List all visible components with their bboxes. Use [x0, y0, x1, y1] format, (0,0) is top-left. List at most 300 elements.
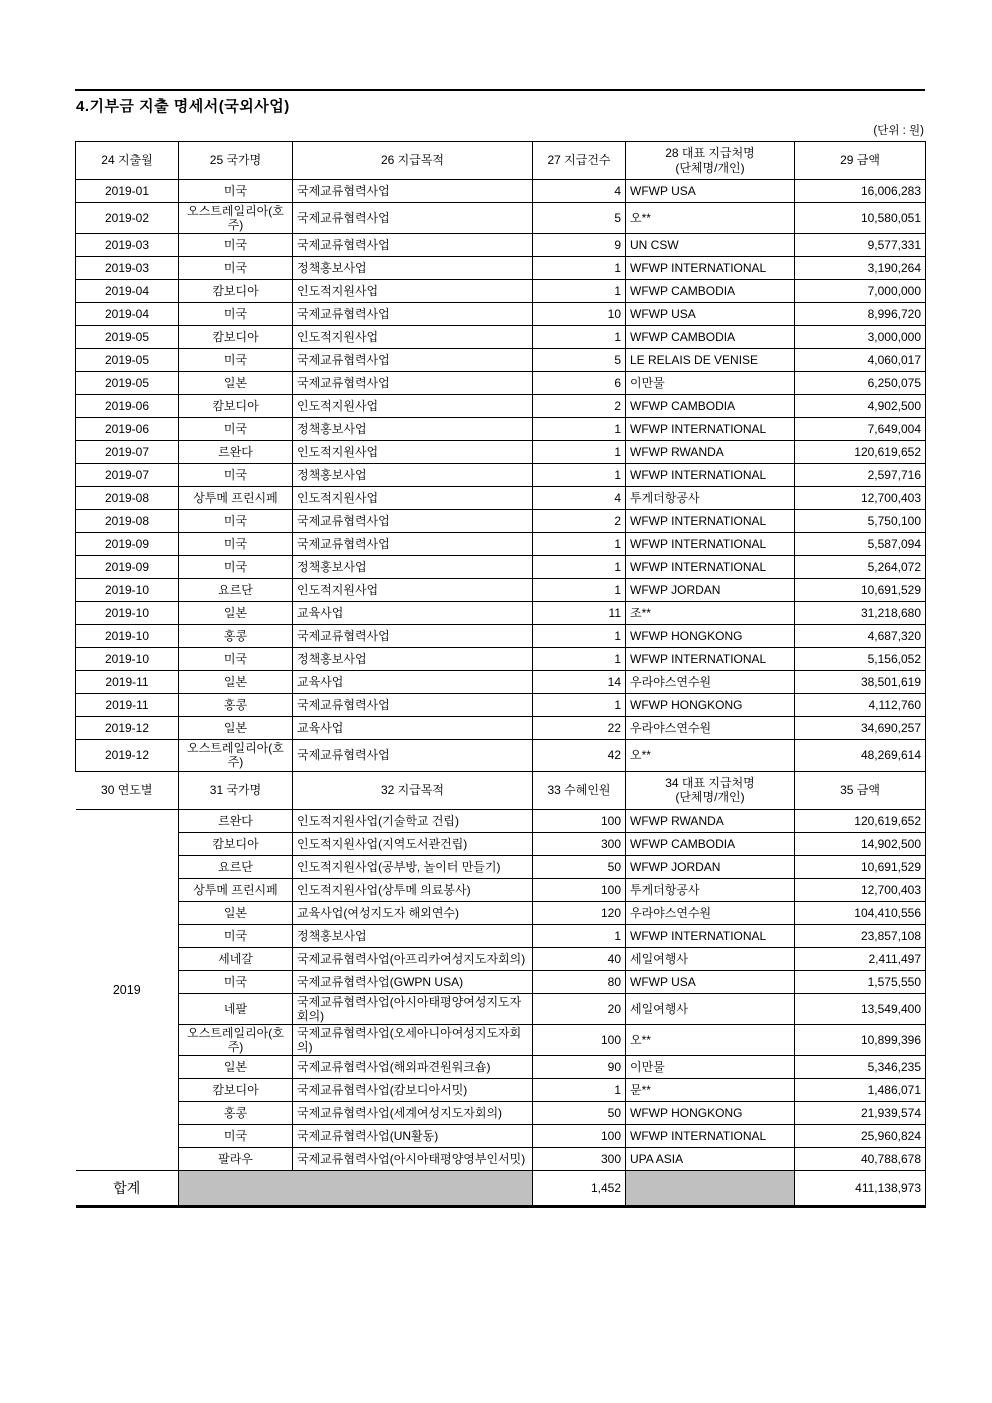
yearly-purpose-cell: 국제교류협력사업(아프리카여성지도자회의) [293, 947, 533, 970]
yearly-purpose-cell: 국제교류협력사업(세계여성지도자회의) [293, 1102, 533, 1125]
yearly-purpose-cell: 인도적지원사업(공부방, 놀이터 만들기) [293, 855, 533, 878]
monthly-count-cell: 22 [533, 717, 626, 740]
monthly-month-cell: 2019-12 [76, 717, 179, 740]
yearly-payee-cell: WFWP JORDAN [626, 855, 795, 878]
yearly-amount-cell: 1,575,550 [795, 970, 926, 993]
monthly-country-cell: 미국 [179, 464, 293, 487]
monthly-payee-cell: WFWP HONGKONG [626, 625, 795, 648]
monthly-row [76, 280, 926, 303]
monthly-country-cell: 일본 [179, 602, 293, 625]
yearly-country-cell: 세네갈 [179, 947, 293, 970]
monthly-month-cell: 2019-10 [76, 579, 179, 602]
monthly-country-cell: 캄보디아 [179, 326, 293, 349]
total-beneficiaries: 1,452 [533, 1171, 626, 1207]
monthly-country-cell: 미국 [179, 556, 293, 579]
monthly-month-cell: 2019-09 [76, 533, 179, 556]
monthly-country-cell: 오스트레일리아(호주) [179, 203, 293, 234]
monthly-row [76, 625, 926, 648]
yearly-row [76, 1079, 926, 1102]
monthly-month-cell: 2019-05 [76, 372, 179, 395]
header-purpose-2: 32 지급목적 [293, 771, 533, 809]
yearly-payee-cell: 세일여행사 [626, 947, 795, 970]
document-page [75, 0, 925, 1208]
yearly-row [76, 947, 926, 970]
yearly-payee-cell: WFWP INTERNATIONAL [626, 1125, 795, 1148]
monthly-payee-cell: WFWP HONGKONG [626, 694, 795, 717]
yearly-people-cell: 50 [533, 1102, 626, 1125]
header-by-year: 30 연도별 [76, 771, 179, 809]
yearly-row [76, 855, 926, 878]
monthly-purpose-cell: 인도적지원사업 [293, 280, 533, 303]
yearly-country-cell: 네팔 [179, 993, 293, 1024]
monthly-payee-cell: WFWP RWANDA [626, 441, 795, 464]
monthly-rows [76, 180, 926, 772]
yearly-purpose-cell: 국제교류협력사업(캄보디아서밋) [293, 1079, 533, 1102]
monthly-amount-cell: 4,112,760 [795, 694, 926, 717]
monthly-purpose-cell: 국제교류협력사업 [293, 625, 533, 648]
yearly-row [76, 924, 926, 947]
monthly-payee-cell: WFWP INTERNATIONAL [626, 533, 795, 556]
monthly-count-cell: 1 [533, 648, 626, 671]
yearly-country-cell: 팔라우 [179, 1148, 293, 1171]
monthly-amount-cell: 7,649,004 [795, 418, 926, 441]
yearly-section-header [76, 771, 926, 809]
yearly-country-cell: 캄보디아 [179, 1079, 293, 1102]
yearly-country-cell: 미국 [179, 970, 293, 993]
monthly-amount-cell: 10,691,529 [795, 579, 926, 602]
monthly-month-cell: 2019-11 [76, 671, 179, 694]
monthly-amount-cell: 16,006,283 [795, 180, 926, 203]
monthly-count-cell: 14 [533, 671, 626, 694]
monthly-purpose-cell: 국제교류협력사업 [293, 372, 533, 395]
yearly-people-cell: 20 [533, 993, 626, 1024]
monthly-count-cell: 2 [533, 510, 626, 533]
monthly-purpose-cell: 교육사업 [293, 602, 533, 625]
monthly-count-cell: 1 [533, 464, 626, 487]
header-amount: 29 금액 [795, 142, 926, 180]
yearly-rows [76, 809, 926, 1171]
monthly-purpose-cell: 교육사업 [293, 671, 533, 694]
monthly-month-cell: 2019-03 [76, 257, 179, 280]
yearly-payee-cell: WFWP RWANDA [626, 809, 795, 832]
monthly-row [76, 579, 926, 602]
monthly-amount-cell: 48,269,614 [795, 740, 926, 771]
monthly-month-cell: 2019-08 [76, 510, 179, 533]
yearly-people-cell: 1 [533, 1079, 626, 1102]
yearly-payee-cell: 우라야스연수원 [626, 901, 795, 924]
yearly-row [76, 901, 926, 924]
yearly-amount-cell: 10,899,396 [795, 1024, 926, 1055]
monthly-country-cell: 미국 [179, 510, 293, 533]
yearly-amount-cell: 14,902,500 [795, 832, 926, 855]
monthly-purpose-cell: 인도적지원사업 [293, 395, 533, 418]
monthly-country-cell: 상투메 프린시페 [179, 487, 293, 510]
yearly-amount-cell: 40,788,678 [795, 1148, 926, 1171]
monthly-count-cell: 10 [533, 303, 626, 326]
monthly-purpose-cell: 정책홍보사업 [293, 257, 533, 280]
yearly-country-cell: 캄보디아 [179, 832, 293, 855]
yearly-row [76, 970, 926, 993]
monthly-amount-cell: 8,996,720 [795, 303, 926, 326]
monthly-payee-cell: WFWP INTERNATIONAL [626, 418, 795, 441]
monthly-row [76, 510, 926, 533]
monthly-amount-cell: 38,501,619 [795, 671, 926, 694]
yearly-country-cell: 르완다 [179, 809, 293, 832]
total-label: 합계 [76, 1171, 179, 1207]
monthly-payee-cell: WFWP USA [626, 180, 795, 203]
monthly-amount-cell: 34,690,257 [795, 717, 926, 740]
yearly-amount-cell: 23,857,108 [795, 924, 926, 947]
monthly-payee-cell: WFWP INTERNATIONAL [626, 648, 795, 671]
monthly-payee-cell: 투게더항공사 [626, 487, 795, 510]
monthly-count-cell: 1 [533, 625, 626, 648]
header-beneficiaries: 33 수혜인원 [533, 771, 626, 809]
monthly-payee-cell: WFWP JORDAN [626, 579, 795, 602]
monthly-row [76, 648, 926, 671]
total-shaded-cell-right [626, 1171, 795, 1207]
monthly-count-cell: 1 [533, 579, 626, 602]
monthly-row [76, 303, 926, 326]
monthly-count-cell: 5 [533, 349, 626, 372]
monthly-country-cell: 르완다 [179, 441, 293, 464]
monthly-country-cell: 미국 [179, 180, 293, 203]
unit-note: (단위 : 원) [873, 125, 924, 137]
monthly-row [76, 441, 926, 464]
yearly-row [76, 809, 926, 832]
monthly-section-header [76, 142, 926, 180]
monthly-row [76, 180, 926, 203]
monthly-row [76, 372, 926, 395]
monthly-month-cell: 2019-02 [76, 203, 179, 234]
monthly-row [76, 602, 926, 625]
yearly-people-cell: 1 [533, 924, 626, 947]
monthly-payee-cell: LE RELAIS DE VENISE [626, 349, 795, 372]
monthly-payee-cell: 이만물 [626, 372, 795, 395]
monthly-amount-cell: 10,580,051 [795, 203, 926, 234]
yearly-country-cell: 오스트레일리아(호주) [179, 1024, 293, 1055]
monthly-month-cell: 2019-05 [76, 326, 179, 349]
monthly-payee-cell: WFWP INTERNATIONAL [626, 510, 795, 533]
header-payee-line1: 28 대표 지급처명 [665, 146, 755, 161]
yearly-row [76, 832, 926, 855]
monthly-payee-cell: WFWP INTERNATIONAL [626, 464, 795, 487]
monthly-payee-cell: WFWP USA [626, 303, 795, 326]
total-section [76, 1171, 926, 1207]
monthly-amount-cell: 7,000,000 [795, 280, 926, 303]
yearly-amount-cell: 2,411,497 [795, 947, 926, 970]
monthly-amount-cell: 4,687,320 [795, 625, 926, 648]
yearly-purpose-cell: 인도적지원사업(지역도서관건립) [293, 832, 533, 855]
yearly-payee-cell: WFWP USA [626, 970, 795, 993]
monthly-purpose-cell: 국제교류협력사업 [293, 510, 533, 533]
yearly-payee-cell: WFWP INTERNATIONAL [626, 924, 795, 947]
monthly-purpose-cell: 정책홍보사업 [293, 418, 533, 441]
monthly-month-cell: 2019-05 [76, 349, 179, 372]
monthly-amount-cell: 9,577,331 [795, 234, 926, 257]
monthly-country-cell: 미국 [179, 533, 293, 556]
year-cell: 2019 [76, 809, 179, 1171]
monthly-country-cell: 일본 [179, 671, 293, 694]
monthly-amount-cell: 6,250,075 [795, 372, 926, 395]
yearly-people-cell: 80 [533, 970, 626, 993]
yearly-people-cell: 100 [533, 809, 626, 832]
yearly-row [76, 1125, 926, 1148]
monthly-count-cell: 4 [533, 180, 626, 203]
monthly-country-cell: 일본 [179, 717, 293, 740]
monthly-month-cell: 2019-04 [76, 280, 179, 303]
monthly-amount-cell: 2,597,716 [795, 464, 926, 487]
monthly-row [76, 464, 926, 487]
header-payee-line2: (단체명/개인) [675, 160, 745, 175]
top-rule [75, 89, 925, 91]
yearly-people-cell: 100 [533, 1125, 626, 1148]
monthly-month-cell: 2019-09 [76, 556, 179, 579]
yearly-purpose-cell: 국제교류협력사업(아시아태평양여성지도자회의) [293, 993, 533, 1024]
yearly-amount-cell: 12,700,403 [795, 878, 926, 901]
yearly-country-cell: 요르단 [179, 855, 293, 878]
monthly-row [76, 349, 926, 372]
monthly-row [76, 203, 926, 234]
monthly-payee-cell: WFWP CAMBODIA [626, 280, 795, 303]
total-amount: 411,138,973 [795, 1171, 926, 1207]
monthly-payee-cell: WFWP INTERNATIONAL [626, 257, 795, 280]
yearly-people-cell: 40 [533, 947, 626, 970]
monthly-country-cell: 홍콩 [179, 694, 293, 717]
yearly-purpose-cell: 국제교류협력사업(UN활동) [293, 1125, 533, 1148]
monthly-row [76, 740, 926, 771]
monthly-purpose-cell: 정책홍보사업 [293, 648, 533, 671]
monthly-month-cell: 2019-12 [76, 740, 179, 771]
monthly-amount-cell: 31,218,680 [795, 602, 926, 625]
monthly-country-cell: 미국 [179, 303, 293, 326]
monthly-count-cell: 1 [533, 280, 626, 303]
yearly-header-row [76, 771, 926, 809]
monthly-country-cell: 미국 [179, 418, 293, 441]
yearly-amount-cell: 25,960,824 [795, 1125, 926, 1148]
monthly-amount-cell: 5,587,094 [795, 533, 926, 556]
monthly-amount-cell: 5,156,052 [795, 648, 926, 671]
monthly-country-cell: 미국 [179, 648, 293, 671]
monthly-purpose-cell: 정책홍보사업 [293, 556, 533, 579]
monthly-country-cell: 캄보디아 [179, 395, 293, 418]
monthly-month-cell: 2019-06 [76, 418, 179, 441]
header-purpose: 26 지급목적 [293, 142, 533, 180]
yearly-amount-cell: 104,410,556 [795, 901, 926, 924]
monthly-month-cell: 2019-11 [76, 694, 179, 717]
yearly-country-cell: 미국 [179, 1125, 293, 1148]
yearly-people-cell: 90 [533, 1056, 626, 1079]
monthly-payee-cell: 조** [626, 602, 795, 625]
yearly-payee-cell: 세일여행사 [626, 993, 795, 1024]
monthly-count-cell: 11 [533, 602, 626, 625]
monthly-amount-cell: 3,000,000 [795, 326, 926, 349]
monthly-month-cell: 2019-10 [76, 625, 179, 648]
monthly-purpose-cell: 정책홍보사업 [293, 464, 533, 487]
yearly-payee-cell: WFWP HONGKONG [626, 1102, 795, 1125]
monthly-payee-cell: WFWP INTERNATIONAL [626, 556, 795, 579]
monthly-amount-cell: 3,190,264 [795, 257, 926, 280]
yearly-payee-cell: 이만물 [626, 1056, 795, 1079]
monthly-month-cell: 2019-07 [76, 441, 179, 464]
monthly-month-cell: 2019-08 [76, 487, 179, 510]
monthly-country-cell: 오스트레일리아(호주) [179, 740, 293, 771]
monthly-row [76, 257, 926, 280]
monthly-payee-cell: 우라야스연수원 [626, 671, 795, 694]
monthly-row [76, 671, 926, 694]
monthly-row [76, 234, 926, 257]
header-amount-2: 35 금액 [795, 771, 926, 809]
yearly-row [76, 1056, 926, 1079]
monthly-row [76, 717, 926, 740]
monthly-month-cell: 2019-03 [76, 234, 179, 257]
monthly-payee-cell: 오** [626, 740, 795, 771]
yearly-payee-cell: 투게더항공사 [626, 878, 795, 901]
yearly-amount-cell: 21,939,574 [795, 1102, 926, 1125]
monthly-count-cell: 1 [533, 556, 626, 579]
yearly-amount-cell: 10,691,529 [795, 855, 926, 878]
monthly-purpose-cell: 국제교류협력사업 [293, 533, 533, 556]
yearly-country-cell: 상투메 프린시페 [179, 878, 293, 901]
yearly-purpose-cell: 인도적지원사업(상투메 의료봉사) [293, 878, 533, 901]
yearly-people-cell: 50 [533, 855, 626, 878]
yearly-amount-cell: 5,346,235 [795, 1056, 926, 1079]
yearly-row [76, 993, 926, 1024]
yearly-row [76, 1102, 926, 1125]
yearly-country-cell: 일본 [179, 1056, 293, 1079]
monthly-count-cell: 2 [533, 395, 626, 418]
monthly-amount-cell: 5,750,100 [795, 510, 926, 533]
monthly-row [76, 556, 926, 579]
monthly-country-cell: 미국 [179, 257, 293, 280]
monthly-purpose-cell: 국제교류협력사업 [293, 303, 533, 326]
monthly-purpose-cell: 국제교류협력사업 [293, 234, 533, 257]
page-title: 4.기부금 지출 명세서(국외사업) [76, 98, 290, 115]
monthly-country-cell: 미국 [179, 349, 293, 372]
yearly-country-cell: 홍콩 [179, 1102, 293, 1125]
monthly-purpose-cell: 인도적지원사업 [293, 579, 533, 602]
monthly-count-cell: 4 [533, 487, 626, 510]
monthly-purpose-cell: 인도적지원사업 [293, 441, 533, 464]
monthly-country-cell: 미국 [179, 234, 293, 257]
yearly-purpose-cell: 국제교류협력사업(GWPN USA) [293, 970, 533, 993]
total-row [76, 1171, 926, 1207]
yearly-people-cell: 300 [533, 1148, 626, 1171]
yearly-people-cell: 100 [533, 878, 626, 901]
monthly-country-cell: 캄보디아 [179, 280, 293, 303]
yearly-purpose-cell: 정책홍보사업 [293, 924, 533, 947]
yearly-people-cell: 300 [533, 832, 626, 855]
monthly-purpose-cell: 국제교류협력사업 [293, 740, 533, 771]
monthly-month-cell: 2019-01 [76, 180, 179, 203]
yearly-amount-cell: 1,486,071 [795, 1079, 926, 1102]
yearly-amount-cell: 120,619,652 [795, 809, 926, 832]
monthly-count-cell: 42 [533, 740, 626, 771]
monthly-month-cell: 2019-06 [76, 395, 179, 418]
yearly-amount-cell: 13,549,400 [795, 993, 926, 1024]
monthly-amount-cell: 4,902,500 [795, 395, 926, 418]
header-payee-2-line2: (단체명/개인) [675, 790, 745, 805]
monthly-amount-cell: 4,060,017 [795, 349, 926, 372]
total-shaded-cell-left [179, 1171, 533, 1207]
monthly-count-cell: 1 [533, 257, 626, 280]
yearly-payee-cell: 문** [626, 1079, 795, 1102]
monthly-purpose-cell: 국제교류협력사업 [293, 180, 533, 203]
donation-expenditure-table [75, 141, 926, 1208]
yearly-row [76, 1148, 926, 1171]
monthly-purpose-cell: 인도적지원사업 [293, 487, 533, 510]
yearly-purpose-cell: 인도적지원사업(기술학교 건립) [293, 809, 533, 832]
monthly-count-cell: 1 [533, 326, 626, 349]
monthly-count-cell: 1 [533, 418, 626, 441]
yearly-people-cell: 100 [533, 1024, 626, 1055]
monthly-header-row [76, 142, 926, 180]
monthly-country-cell: 요르단 [179, 579, 293, 602]
header-payee [626, 142, 795, 180]
monthly-count-cell: 1 [533, 441, 626, 464]
yearly-purpose-cell: 국제교류협력사업(아시아태평양영부인서밋) [293, 1148, 533, 1171]
monthly-row [76, 326, 926, 349]
monthly-row [76, 418, 926, 441]
monthly-purpose-cell: 국제교류협력사업 [293, 694, 533, 717]
header-country: 25 국가명 [179, 142, 293, 180]
monthly-amount-cell: 12,700,403 [795, 487, 926, 510]
yearly-purpose-cell: 교육사업(여성지도자 해외연수) [293, 901, 533, 924]
header-payment-count: 27 지급건수 [533, 142, 626, 180]
yearly-payee-cell: 오** [626, 1024, 795, 1055]
yearly-people-cell: 120 [533, 901, 626, 924]
monthly-payee-cell: WFWP CAMBODIA [626, 395, 795, 418]
monthly-count-cell: 1 [533, 533, 626, 556]
yearly-country-cell: 미국 [179, 924, 293, 947]
monthly-purpose-cell: 국제교류협력사업 [293, 349, 533, 372]
yearly-payee-cell: UPA ASIA [626, 1148, 795, 1171]
monthly-month-cell: 2019-10 [76, 602, 179, 625]
monthly-country-cell: 홍콩 [179, 625, 293, 648]
monthly-payee-cell: 우라야스연수원 [626, 717, 795, 740]
monthly-payee-cell: 오** [626, 203, 795, 234]
monthly-month-cell: 2019-10 [76, 648, 179, 671]
monthly-count-cell: 6 [533, 372, 626, 395]
monthly-purpose-cell: 국제교류협력사업 [293, 203, 533, 234]
monthly-country-cell: 일본 [179, 372, 293, 395]
monthly-amount-cell: 120,619,652 [795, 441, 926, 464]
yearly-country-cell: 일본 [179, 901, 293, 924]
monthly-count-cell: 9 [533, 234, 626, 257]
header-country-2: 31 국가명 [179, 771, 293, 809]
header-expense-month: 24 지출월 [76, 142, 179, 180]
monthly-row [76, 487, 926, 510]
monthly-count-cell: 5 [533, 203, 626, 234]
monthly-purpose-cell: 인도적지원사업 [293, 326, 533, 349]
monthly-payee-cell: UN CSW [626, 234, 795, 257]
monthly-row [76, 694, 926, 717]
monthly-month-cell: 2019-04 [76, 303, 179, 326]
header-payee-2-line1: 34 대표 지급처명 [665, 775, 755, 790]
monthly-month-cell: 2019-07 [76, 464, 179, 487]
monthly-amount-cell: 5,264,072 [795, 556, 926, 579]
yearly-purpose-cell: 국제교류협력사업(오세아니아여성지도자회의) [293, 1024, 533, 1055]
monthly-purpose-cell: 교육사업 [293, 717, 533, 740]
yearly-row [76, 878, 926, 901]
monthly-row [76, 395, 926, 418]
yearly-payee-cell: WFWP CAMBODIA [626, 832, 795, 855]
monthly-count-cell: 1 [533, 694, 626, 717]
monthly-payee-cell: WFWP CAMBODIA [626, 326, 795, 349]
yearly-row [76, 1024, 926, 1055]
yearly-purpose-cell: 국제교류협력사업(해외파견원워크숍) [293, 1056, 533, 1079]
monthly-row [76, 533, 926, 556]
header-payee-2 [626, 771, 795, 809]
